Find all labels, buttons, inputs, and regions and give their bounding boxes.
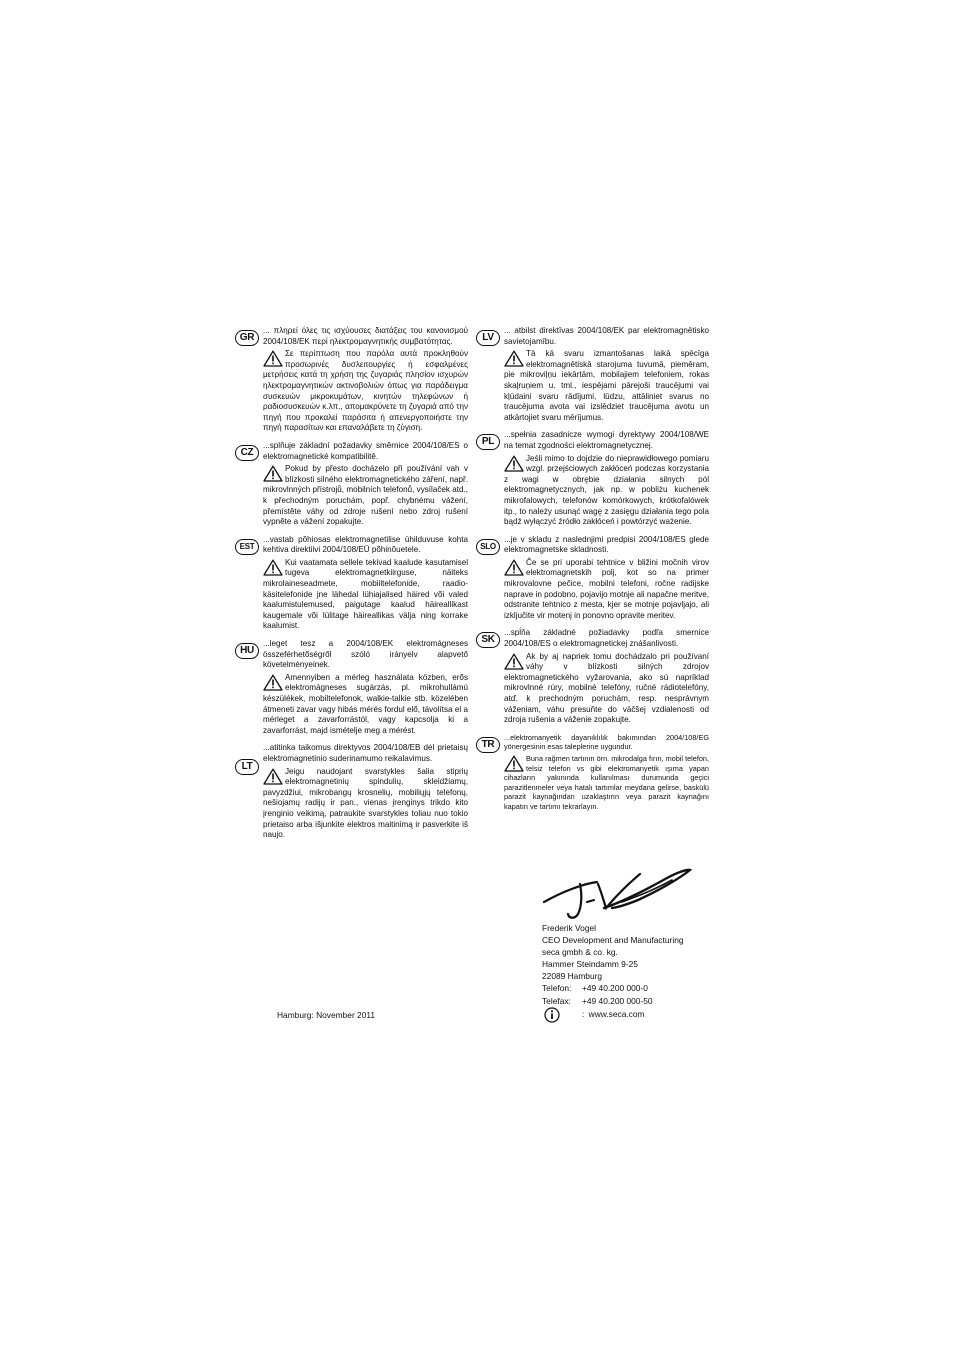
- warning-icon: [263, 350, 283, 367]
- compliance-text-tr: ...elektromanyetik dayanıklılık bakımından 2004/108/EG yönergesinin esas taleplerine uygundur.: [504, 732, 709, 752]
- company-name: seca gmbh & co. kg.: [542, 947, 618, 958]
- language-badge-lv: LV: [476, 330, 500, 346]
- fax-line: Telefax: +49 40.200 000-50: [542, 995, 653, 1006]
- web-line: : www.seca.com: [542, 1007, 684, 1023]
- language-badge-tr: TR: [476, 737, 500, 753]
- compliance-text-pl: ...spełnia zasadnicze wymogi dyrektywy 2004/108/WE na temat zgodności elektromagnetycznej.: [504, 430, 709, 450]
- warning-text-hu: Amennyiben a mérleg használata közben, erős elektromágneses sugárzás, pl. mikrohullámú készülékek, mobiltelefonok, walkie-talkie stb. közelében átmeneti zavar vagy hibás mérés fordul elő, távolítsa el a mérleget a zavarforrástól, vagy kapcsolja ki a zavarforrást, majd ismételje meg a mérést.: [263, 672, 468, 735]
- compliance-text-lv: ... atbilst direktīvas 2004/108/EK par elektromagnētisko savietojamību.: [504, 326, 709, 346]
- warning-text-gr: Σε περίπτωση που παρόλα αυτά προκληθούν προσωρινές δυσλειτουργίες ή εσφαλμένες μετρήσεις κατά τη χρήση της ζυγαριάς πλησίον ισχυρών ηλεκτρομαγνητικών ακτινοβολιών όπως για παράδειγμα συσκευών μικροκυμάτων, κινητών τηλεφώνων ή ραδιοσυσκευών κ.λπ., απομακρύνετε τη ζυγαριά από την πηγή που προκαλεί παράσιτα ή απενεργοποιήστε την πηγή παρασίτων και επαναλάβετε τη ζύγιση.: [263, 349, 468, 433]
- warning-icon: [504, 559, 524, 576]
- warning-icon: [504, 653, 524, 670]
- language-badge-lt: LT: [235, 759, 259, 775]
- section-cz: [240, 440, 468, 528]
- info-icon: [544, 1007, 560, 1023]
- warning-icon: [504, 350, 524, 367]
- signer-position: CEO Development and Manufacturing: [542, 935, 684, 946]
- section-lt: [241, 743, 468, 840]
- language-badge-sk: SK: [476, 632, 500, 648]
- warning-icon: [263, 559, 283, 576]
- warning-icon: [263, 674, 283, 691]
- place-date: Hamburg: November 2011: [277, 1010, 376, 1020]
- compliance-text-est: ...vastab põhiosas elektromagnetilise ühilduvuse kohta kehtiva direktiivi 2004/108/EÜ põhinõuetele.: [263, 534, 468, 555]
- address-block: [542, 922, 684, 1023]
- compliance-text-cz: ...splňuje základní požadavky směrnice 2004/108/ES o elektromagnetické kompatibilitě.: [263, 440, 468, 461]
- warning-icon: [504, 455, 524, 472]
- compliance-text-gr: ... πληρεί όλες τις ισχύουσες διατάξεις του κανονισμού 2004/108/ΕΚ περί ηλεκτρομαγνητικής συμβατότητας.: [263, 326, 468, 346]
- phone-line: Telefon: +49 40.200 000-0: [542, 983, 648, 994]
- section-slo: [480, 534, 709, 622]
- warning-text-tr: Buna rağmen tartının örn. mikrodalga fırın, mobil telefon, telsiz telefon vs gibi elektromanyetik ışıma yapan cihazların yakınında kullanılması durumunda geçici parazitlenmeler veya hatalı tartımlar meydana gelirse, baskülü parazit kaynağından uzaklaştırın veya parazit kaynağını kapatın ve tartımı tekrarlayın.: [504, 753, 709, 811]
- signature-image: [542, 862, 692, 924]
- compliance-text-sk: ...spĺňa základné požiadavky podľa smernice 2004/108/ES o elektromagnetickej znášanlivosti.: [504, 628, 709, 649]
- right-column: [480, 326, 709, 819]
- warning-text-lt: Jeigu naudojant svarstykles šalia stiprių elektromagnetinių spindulių, skleidžiamų, pavyzdžiui, mikrobangų krosnelių, mobiliųjų telefonų, nešiojamų radijų ir pan., vienas įrenginys trikdo kito įrenginio veikimą, patraukite svarstykles toliau nuo tokio prietaiso arba išjunkite elektros maitinimą ir pasverkite iš naujo.: [263, 766, 468, 840]
- section-lv: [482, 326, 709, 423]
- warning-text-sk: Ak by aj napriek tomu dochádzalo pri používaní váhy v blízkosti silných zdrojov elektromagnetického vyžarovania, ako sú napríklad mikrovlnné rúry, mobilné telefóny, ručné rádiotelefóny, atď. k prechodným poruchám, resp. nesprávnym váženiam, váhu presuňte do väčšej vzdialenosti od zdroja rušenia a váženie zopakujte.: [504, 651, 709, 725]
- city-address: 22089 Hamburg: [542, 971, 603, 982]
- section-est: [239, 534, 468, 632]
- signer-name: Frederik Vogel: [542, 923, 596, 933]
- warning-icon: [504, 755, 524, 772]
- compliance-text-lt: ...atitinka taikomus direktyvos 2004/108/EB dėl prietaisų elektromagnetinio suderinamumo reikalavimus.: [263, 743, 468, 763]
- section-pl: [481, 430, 709, 527]
- language-badge-est: EST: [235, 539, 259, 555]
- warning-text-cz: Pokud by přesto docházelo při používání vah v blízkosti silného elektromagnetického záření, např. mikrovlnných přístrojů, mobilních telefonů, vysílaček atd., k přechodným poruchám, popř. chybnému vážení, přemístěte váhy od zdroje rušení nebo zdroj rušení vypněte a vážení zopakujte.: [263, 464, 468, 527]
- compliance-text-slo: ...je v skladu z naslednjimi predpisi 2004/108/ES glede elektromagnetske skladnosti.: [504, 534, 709, 555]
- section-hu: [240, 639, 468, 736]
- language-badge-slo: SLO: [476, 539, 500, 555]
- warning-icon: [263, 768, 283, 785]
- left-column: [239, 326, 468, 848]
- language-badge-gr: GR: [235, 330, 259, 346]
- warning-icon: [263, 465, 283, 482]
- section-sk: [481, 628, 709, 725]
- language-badge-hu: HU: [235, 643, 259, 659]
- warning-text-pl: Jeśli mimo to dojdzie do nieprawidłowego pomiaru wzgl. przejściowych zakłóceń podczas korzystania z wagi w obrębie działania silnych pól elektromagnetycznych, jak np. w pobliżu kuchenek mikrofalowych, telefonów komórkowych, krótkofalówek itp., to należy usunąć wagę z zasięgu działania tego pola bądź wyłączyć źródło zakłóceń i powtórzyć ważenie.: [504, 453, 709, 527]
- warning-text-lv: Tā kā svaru izmantošanas laikā spēcīga elektromagnētiskā starojuma tuvumā, piemēram, pie mikroviļņu iekārtām, mobilajiem telefoniem, rokas skaļruņiem u. tml., iespējami pārejoši traucējumi vai kļūdaini svaru rādījumi, lūdzu, attāliniet svarus no traucējuma avota vai izslēdziet traucējuma avotu un atkārtojiet svaru mērījumus.: [504, 349, 709, 422]
- compliance-text-hu: ...leget tesz a 2004/108/EK elektromágneses összeférhetőségről szóló irányelv alapvető követelményeinek.: [263, 639, 468, 670]
- warning-text-est: Kui vaatamata sellele tekivad kaalude kasutamisel tugeva elektromagnetkiirguse, näiteks mikrolaineseadmete, mobiiltelefonide, raadio-käsitelefonide jne lähedal lühiajalised häired või valed kaalumistulemused, paigutage kaalud häireallikast kaugemale või lülitage häireallikas välja ning korrake kaalumist.: [263, 557, 468, 631]
- warning-text-slo: Če se pri uporabi tehtnice v bližini močnih virov elektromagnetskih polj, kot so na primer mikrovalovne pečice, mobilni telefoni, ročne radijske naprave in podobno, pojavijo motnje ali napačne meritve, odstranite tehtnico z mesta, kjer se motnje pojavljajo, ali izključite vir motenj in ponovno opravite meritev.: [504, 557, 709, 620]
- section-gr: [239, 326, 468, 434]
- street-address: Hammer Steindamm 9-25: [542, 959, 638, 970]
- section-tr: [481, 732, 709, 812]
- language-badge-cz: CZ: [235, 445, 259, 461]
- language-badge-pl: PL: [476, 434, 500, 450]
